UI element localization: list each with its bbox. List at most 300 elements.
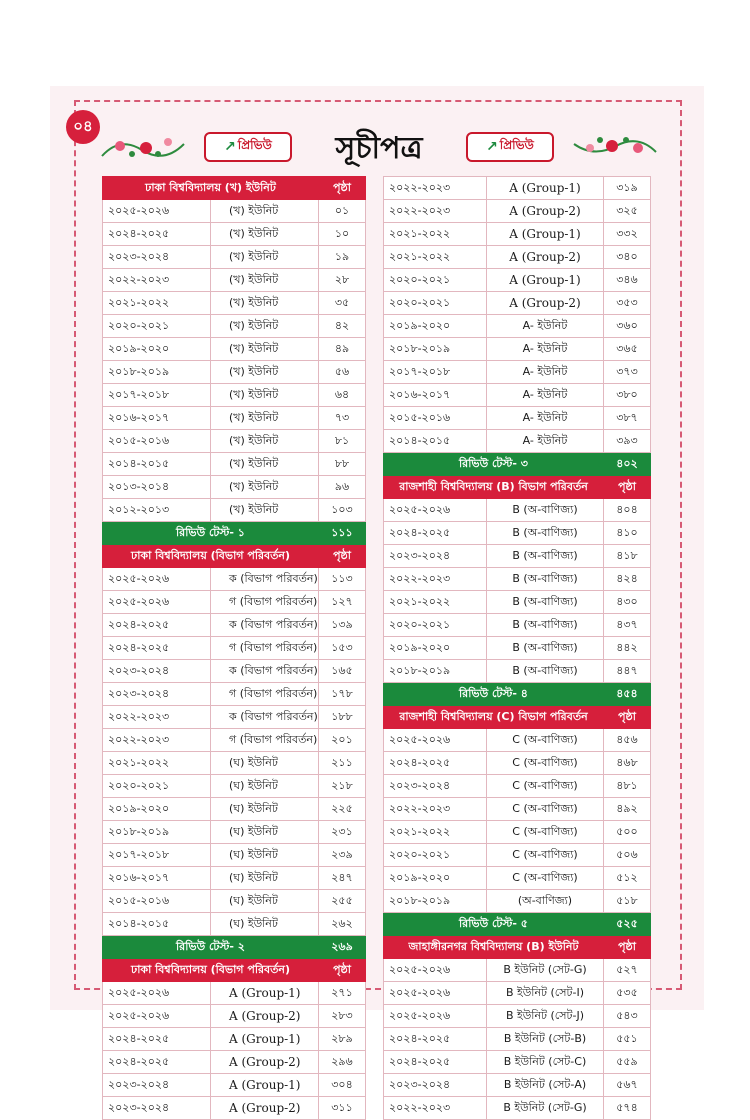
session-cell: ২০২০-২০২১ (384, 292, 487, 315)
page-number-cell: ২৬২ (319, 913, 366, 936)
table-row (384, 591, 651, 614)
page-number-cell: ২৬৯ (319, 936, 366, 959)
table-row (384, 223, 651, 246)
unit-cell: (খ) ইউনিট (211, 292, 319, 315)
unit-cell: (ঘ) ইউনিট (211, 821, 319, 844)
unit-cell: B ইউনিট (সেট-C) (487, 1051, 604, 1074)
table-row (384, 545, 651, 568)
session-cell: ২০২২-২০২৩ (384, 177, 487, 200)
page-number-cell: ১৯ (319, 246, 366, 269)
unit-cell: A- ইউনিট (487, 338, 604, 361)
page-number-cell: ৫২৭ (604, 959, 651, 982)
page-number-cell: ৪৪২ (604, 637, 651, 660)
page-number-cell: ২৪৭ (319, 867, 366, 890)
page-number-cell: ৩৭৩ (604, 361, 651, 384)
page-header (96, 124, 662, 170)
session-cell: ২০১২-২০১৩ (103, 499, 211, 522)
section-title-cell: ঢাকা বিশ্ববিদ্যালয় (বিভাগ পরিবর্তন) (103, 545, 319, 568)
page-number-cell: ৩৩২ (604, 223, 651, 246)
session-cell: ২০২৩-২০২৪ (384, 1074, 487, 1097)
session-cell: ২০১৭-২০১৮ (103, 384, 211, 407)
session-cell: ২০১৫-২০১৬ (103, 890, 211, 913)
page-number-cell: ৫৭৪ (604, 1097, 651, 1120)
page-column-header: পৃষ্ঠা (319, 959, 366, 982)
page-number-cell: ৩৪০ (604, 246, 651, 269)
session-cell: ২০২৫-২০২৬ (103, 982, 211, 1005)
table-row (103, 499, 366, 522)
session-cell: ২০১৯-২০২০ (384, 867, 487, 890)
page-number-cell: ৩৮৭ (604, 407, 651, 430)
session-cell: ২০২৩-২০২৪ (103, 1074, 211, 1097)
session-cell: ২০২৪-২০২৫ (103, 1028, 211, 1051)
unit-cell: B (অ-বাণিজ্য) (487, 499, 604, 522)
page-number-cell: ৩৮০ (604, 384, 651, 407)
session-cell: ২০১৪-২০১৫ (103, 453, 211, 476)
section-title-cell: রাজশাহী বিশ্ববিদ্যালয় (C) বিভাগ পরিবর্তন (384, 706, 604, 729)
table-row (103, 1051, 366, 1074)
page-number-cell: ২৮৯ (319, 1028, 366, 1051)
unit-cell: A (Group-1) (487, 269, 604, 292)
page-number-badge: ০৪ (66, 110, 100, 144)
table-row (384, 384, 651, 407)
table-row (103, 246, 366, 269)
table-row (384, 499, 651, 522)
session-cell: ২০২৫-২০২৬ (103, 1005, 211, 1028)
session-cell: ২০২৪-২০২৫ (103, 637, 211, 660)
unit-cell: (খ) ইউনিট (211, 361, 319, 384)
session-cell: ২০২৩-২০২৪ (103, 1097, 211, 1120)
session-cell: ২০২২-২০২৩ (384, 568, 487, 591)
page-number-cell: ১১১ (319, 522, 366, 545)
unit-cell: A- ইউনিট (487, 407, 604, 430)
page-number-cell: ১৫৩ (319, 637, 366, 660)
unit-cell: (খ) ইউনিট (211, 338, 319, 361)
unit-cell: ক (বিভাগ পরিবর্তন) (211, 706, 319, 729)
session-cell: ২০২৫-২০২৬ (103, 591, 211, 614)
table-row (384, 1028, 651, 1051)
session-cell: ২০২২-২০২৩ (384, 798, 487, 821)
table-row (384, 338, 651, 361)
page-number-cell: ৫০৬ (604, 844, 651, 867)
unit-cell: B (অ-বাণিজ্য) (487, 522, 604, 545)
unit-cell: B ইউনিট (সেট-B) (487, 1028, 604, 1051)
table-row (103, 591, 366, 614)
unit-cell: A- ইউনিট (487, 315, 604, 338)
page-number-cell: ৩৯৩ (604, 430, 651, 453)
page-number-cell: ৫০০ (604, 821, 651, 844)
session-cell: ২০১৬-২০১৭ (103, 867, 211, 890)
unit-cell: C (অ-বাণিজ্য) (487, 844, 604, 867)
session-cell: ২০২৪-২০২৫ (103, 1051, 211, 1074)
page-number-cell: ১৩৯ (319, 614, 366, 637)
page-number-cell: ১৬৫ (319, 660, 366, 683)
unit-cell: A (Group-1) (211, 1028, 319, 1051)
page-number-cell: ৩০৪ (319, 1074, 366, 1097)
unit-cell: B ইউনিট (সেট-I) (487, 982, 604, 1005)
page-number-cell: ৩৫৩ (604, 292, 651, 315)
page-number-cell: ২১১ (319, 752, 366, 775)
page-number-cell: ২৫৫ (319, 890, 366, 913)
unit-cell: (ঘ) ইউনিট (211, 867, 319, 890)
table-row (103, 752, 366, 775)
table-row (103, 338, 366, 361)
table-row (384, 775, 651, 798)
section-title-cell: জাহাঙ্গীরনগর বিশ্ববিদ্যালয় (B) ইউনিট (384, 936, 604, 959)
session-cell: ২০২৪-২০২৫ (384, 522, 487, 545)
table-row (103, 568, 366, 591)
page-number-cell: ১৮৮ (319, 706, 366, 729)
table-row (384, 867, 651, 890)
table-row (103, 292, 366, 315)
table-row (103, 614, 366, 637)
unit-cell: A (Group-2) (211, 1051, 319, 1074)
unit-cell: C (অ-বাণিজ্য) (487, 821, 604, 844)
logo-text: প্রিভিউ (237, 138, 272, 152)
table-row (103, 729, 366, 752)
review-test-row (384, 453, 651, 476)
table-row (103, 913, 366, 936)
session-cell: ২০২৫-২০২৬ (103, 568, 211, 591)
table-row (384, 1005, 651, 1028)
session-cell: ২০২৪-২০২৫ (103, 223, 211, 246)
page-number-cell: ৪৩০ (604, 591, 651, 614)
table-row (103, 407, 366, 430)
table-row (103, 821, 366, 844)
table-row (103, 384, 366, 407)
session-cell: ২০১৯-২০২০ (103, 338, 211, 361)
table-row (103, 269, 366, 292)
session-cell: ২০২৩-২০২৪ (103, 246, 211, 269)
unit-cell: A (Group-1) (487, 223, 604, 246)
page-number-cell: ৩৫ (319, 292, 366, 315)
review-test-label-cell: রিভিউ টেস্ট- ৪ (384, 683, 604, 706)
unit-cell: B (অ-বাণিজ্য) (487, 591, 604, 614)
table-row (384, 269, 651, 292)
page-number-cell: ৪২ (319, 315, 366, 338)
unit-cell: A (Group-1) (211, 1074, 319, 1097)
unit-cell: A (Group-2) (487, 292, 604, 315)
page-number-cell: ৪৯ (319, 338, 366, 361)
section-title-cell: ঢাকা বিশ্ববিদ্যালয় (বিভাগ পরিবর্তন) (103, 959, 319, 982)
session-cell: ২০২০-২০২১ (384, 844, 487, 867)
page-number-cell: ১৭৮ (319, 683, 366, 706)
unit-cell: A (Group-2) (211, 1005, 319, 1028)
table-row (384, 292, 651, 315)
session-cell: ২০১৮-২০১৯ (103, 361, 211, 384)
page-number-cell: ৫৬ (319, 361, 366, 384)
page-number-cell: ২৯৬ (319, 1051, 366, 1074)
unit-cell: (অ-বাণিজ্য) (487, 890, 604, 913)
table-row (384, 315, 651, 338)
unit-cell: ক (বিভাগ পরিবর্তন) (211, 660, 319, 683)
page-number-cell: ৯৬ (319, 476, 366, 499)
table-row (103, 476, 366, 499)
review-test-label-cell: রিভিউ টেস্ট- ৩ (384, 453, 604, 476)
session-cell: ২০১৭-২০১৮ (103, 844, 211, 867)
table-row (103, 637, 366, 660)
review-test-row (384, 913, 651, 936)
page-number-cell: ৫৪৩ (604, 1005, 651, 1028)
unit-cell: (ঘ) ইউনিট (211, 844, 319, 867)
unit-cell: (খ) ইউনিট (211, 223, 319, 246)
session-cell: ২০১৪-২০১৫ (384, 430, 487, 453)
unit-cell: (ঘ) ইউনিট (211, 775, 319, 798)
page-number-cell: ৪৩৭ (604, 614, 651, 637)
table-row (103, 982, 366, 1005)
section-header-row (103, 545, 366, 568)
session-cell: ২০২৫-২০২৬ (103, 200, 211, 223)
page-number-cell: ৪৯২ (604, 798, 651, 821)
table-row (103, 430, 366, 453)
page-number-cell: ২৭১ (319, 982, 366, 1005)
page-number-cell: ৪৫৪ (604, 683, 651, 706)
table-row (103, 683, 366, 706)
page-number-cell: ৪২৪ (604, 568, 651, 591)
floral-ornament-right-icon (572, 132, 658, 162)
session-cell: ২০১৮-২০১৯ (384, 338, 487, 361)
page-number-cell: ৮৮ (319, 453, 366, 476)
table-row (103, 315, 366, 338)
review-test-label-cell: রিভিউ টেস্ট- ৫ (384, 913, 604, 936)
session-cell: ২০২১-২০২২ (384, 223, 487, 246)
unit-cell: B ইউনিট (সেট-A) (487, 1074, 604, 1097)
session-cell: ২০২৫-২০২৬ (384, 499, 487, 522)
page-column-header: পৃষ্ঠা (604, 476, 651, 499)
session-cell: ২০১৮-২০১৯ (384, 660, 487, 683)
unit-cell: A- ইউনিট (487, 361, 604, 384)
page-number-cell: ২৩৯ (319, 844, 366, 867)
page-number-cell: ৪৪৭ (604, 660, 651, 683)
table-row (384, 430, 651, 453)
page-number-cell: ৪০৪ (604, 499, 651, 522)
table-row (384, 821, 651, 844)
logo-arrow-icon: ↗ (224, 139, 236, 155)
session-cell: ২০২৩-২০২৪ (384, 545, 487, 568)
session-cell: ২০২১-২০২২ (384, 246, 487, 269)
page-number-cell: ২৮৩ (319, 1005, 366, 1028)
unit-cell: (খ) ইউনিট (211, 315, 319, 338)
session-cell: ২০২৩-২০২৪ (384, 775, 487, 798)
table-row (384, 729, 651, 752)
session-cell: ২০২০-২০২১ (103, 775, 211, 798)
unit-cell: (ঘ) ইউনিট (211, 752, 319, 775)
page-column-header: পৃষ্ঠা (319, 545, 366, 568)
table-row (103, 1097, 366, 1120)
unit-cell: B (অ-বাণিজ্য) (487, 614, 604, 637)
session-cell: ২০২২-২০২৩ (103, 729, 211, 752)
page-column-header: পৃষ্ঠা (604, 706, 651, 729)
table-row (384, 752, 651, 775)
table-row (103, 453, 366, 476)
session-cell: ২০২২-২০২৩ (103, 269, 211, 292)
session-cell: ২০১৭-২০১৮ (384, 361, 487, 384)
session-cell: ২০১৪-২০১৫ (103, 913, 211, 936)
session-cell: ২০২১-২০২২ (103, 292, 211, 315)
logo-arrow-icon: ↗ (486, 139, 498, 155)
unit-cell: C (অ-বাণিজ্য) (487, 867, 604, 890)
session-cell: ২০১৩-২০১৪ (103, 476, 211, 499)
session-cell: ২০২২-২০২৩ (103, 706, 211, 729)
unit-cell: (ঘ) ইউনিট (211, 913, 319, 936)
unit-cell: (খ) ইউনিট (211, 430, 319, 453)
unit-cell: (খ) ইউনিট (211, 453, 319, 476)
table-row (384, 798, 651, 821)
table-row (103, 890, 366, 913)
session-cell: ২০২১-২০২২ (384, 821, 487, 844)
unit-cell: A (Group-2) (487, 246, 604, 269)
session-cell: ২০২৫-২০২৬ (384, 982, 487, 1005)
page-number-cell: ৪৬৮ (604, 752, 651, 775)
unit-cell: A (Group-1) (487, 177, 604, 200)
table-row (384, 982, 651, 1005)
section-title-cell: ঢাকা বিশ্ববিদ্যালয় (খ) ইউনিট (103, 177, 319, 200)
unit-cell: B ইউনিট (সেট-G) (487, 959, 604, 982)
page-number-cell: ৩৪৬ (604, 269, 651, 292)
table-row (384, 660, 651, 683)
session-cell: ২০১৯-২০২০ (384, 315, 487, 338)
page-number-cell: ৫১৮ (604, 890, 651, 913)
table-row (384, 246, 651, 269)
contents-table-right (383, 176, 651, 1120)
unit-cell: B (অ-বাণিজ্য) (487, 637, 604, 660)
unit-cell: A- ইউনিট (487, 430, 604, 453)
page-number-cell: ৪০২ (604, 453, 651, 476)
table-row (103, 798, 366, 821)
page-column-header: পৃষ্ঠা (319, 177, 366, 200)
page-number-cell: ১২৭ (319, 591, 366, 614)
unit-cell: (খ) ইউনিট (211, 269, 319, 292)
table-row (103, 200, 366, 223)
table-row (384, 637, 651, 660)
page-number-cell: ২৩১ (319, 821, 366, 844)
unit-cell: গ (বিভাগ পরিবর্তন) (211, 637, 319, 660)
page-number-cell: ৪১৮ (604, 545, 651, 568)
session-cell: ২০২৪-২০২৫ (384, 752, 487, 775)
table-row (103, 867, 366, 890)
unit-cell: (খ) ইউনিট (211, 384, 319, 407)
session-cell: ২০২৩-২০২৪ (103, 683, 211, 706)
section-header-row (384, 476, 651, 499)
unit-cell: A (Group-2) (211, 1097, 319, 1120)
session-cell: ২০২৩-২০২৪ (103, 660, 211, 683)
session-cell: ২০২১-২০২২ (384, 591, 487, 614)
page-number-cell: ৪১০ (604, 522, 651, 545)
table-row (103, 844, 366, 867)
review-test-row (384, 683, 651, 706)
session-cell: ২০২০-২০২১ (384, 614, 487, 637)
table-row (384, 844, 651, 867)
session-cell: ২০২৫-২০২৬ (384, 1005, 487, 1028)
page-number-cell: ৮১ (319, 430, 366, 453)
table-row (103, 223, 366, 246)
unit-cell: A (Group-2) (487, 200, 604, 223)
table-row (384, 1097, 651, 1120)
session-cell: ২০২১-২০২২ (103, 752, 211, 775)
unit-cell: ক (বিভাগ পরিবর্তন) (211, 614, 319, 637)
page-number-cell: ৭৩ (319, 407, 366, 430)
unit-cell: B (অ-বাণিজ্য) (487, 568, 604, 591)
page-number-cell: ২৮ (319, 269, 366, 292)
session-cell: ২০২০-২০২১ (103, 315, 211, 338)
page-number-cell: ৫৫১ (604, 1028, 651, 1051)
session-cell: ২০২৪-২০২৫ (103, 614, 211, 637)
table-row (384, 1051, 651, 1074)
table-row (103, 1005, 366, 1028)
session-cell: ২০১৮-২০১৯ (384, 890, 487, 913)
page-number-cell: ৫১২ (604, 867, 651, 890)
review-test-row (103, 936, 366, 959)
session-cell: ২০২২-২০২৩ (384, 1097, 487, 1120)
table-row (103, 1028, 366, 1051)
session-cell: ২০১৬-২০১৭ (384, 384, 487, 407)
table-row (103, 1074, 366, 1097)
page-number-cell: ৩১৯ (604, 177, 651, 200)
session-cell: ২০১৯-২০২০ (103, 798, 211, 821)
page-title: সূচীপত্র (335, 131, 423, 166)
page-number-cell: ৬৪ (319, 384, 366, 407)
unit-cell: B (অ-বাণিজ্য) (487, 545, 604, 568)
table-row (384, 407, 651, 430)
page-number-cell: ১০৩ (319, 499, 366, 522)
page-number-cell: ৫৬৭ (604, 1074, 651, 1097)
unit-cell: C (অ-বাণিজ্য) (487, 775, 604, 798)
table-row (384, 177, 651, 200)
unit-cell: (খ) ইউনিট (211, 407, 319, 430)
page-number-cell: ১০ (319, 223, 366, 246)
page-number-cell: ৩১১ (319, 1097, 366, 1120)
table-row (384, 959, 651, 982)
unit-cell: C (অ-বাণিজ্য) (487, 798, 604, 821)
section-title-cell: রাজশাহী বিশ্ববিদ্যালয় (B) বিভাগ পরিবর্তন (384, 476, 604, 499)
table-row (103, 775, 366, 798)
page-number-cell: ৪৮১ (604, 775, 651, 798)
unit-cell: A (Group-1) (211, 982, 319, 1005)
unit-cell: (ঘ) ইউনিট (211, 890, 319, 913)
table-row (103, 706, 366, 729)
page-number-cell: ৪৫৬ (604, 729, 651, 752)
session-cell: ২০১৯-২০২০ (384, 637, 487, 660)
page-number-cell: ১১৩ (319, 568, 366, 591)
table-row (384, 890, 651, 913)
session-cell: ২০১৫-২০১৬ (384, 407, 487, 430)
table-row (384, 522, 651, 545)
session-cell: ২০২৪-২০২৫ (384, 1028, 487, 1051)
session-cell: ২০২২-২০২৩ (384, 200, 487, 223)
section-header-row (103, 177, 366, 200)
page-number-cell: ৫৩৫ (604, 982, 651, 1005)
page-number-cell: ০১ (319, 200, 366, 223)
table-row (384, 200, 651, 223)
session-cell: ২০২০-২০২১ (384, 269, 487, 292)
unit-cell: গ (বিভাগ পরিবর্তন) (211, 591, 319, 614)
unit-cell: (খ) ইউনিট (211, 200, 319, 223)
table-row (384, 614, 651, 637)
page-number-cell: ৫২৫ (604, 913, 651, 936)
session-cell: ২০১৬-২০১৭ (103, 407, 211, 430)
page-number-cell: ২০১ (319, 729, 366, 752)
unit-cell: B ইউনিট (সেট-J) (487, 1005, 604, 1028)
unit-cell: C (অ-বাণিজ্য) (487, 729, 604, 752)
table-row (103, 361, 366, 384)
table-row (103, 660, 366, 683)
page-number-cell: ২২৫ (319, 798, 366, 821)
page-number-cell: ৩২৫ (604, 200, 651, 223)
session-cell: ২০১৮-২০১৯ (103, 821, 211, 844)
review-test-label-cell: রিভিউ টেস্ট- ১ (103, 522, 319, 545)
unit-cell: B (অ-বাণিজ্য) (487, 660, 604, 683)
unit-cell: গ (বিভাগ পরিবর্তন) (211, 729, 319, 752)
unit-cell: ক (বিভাগ পরিবর্তন) (211, 568, 319, 591)
